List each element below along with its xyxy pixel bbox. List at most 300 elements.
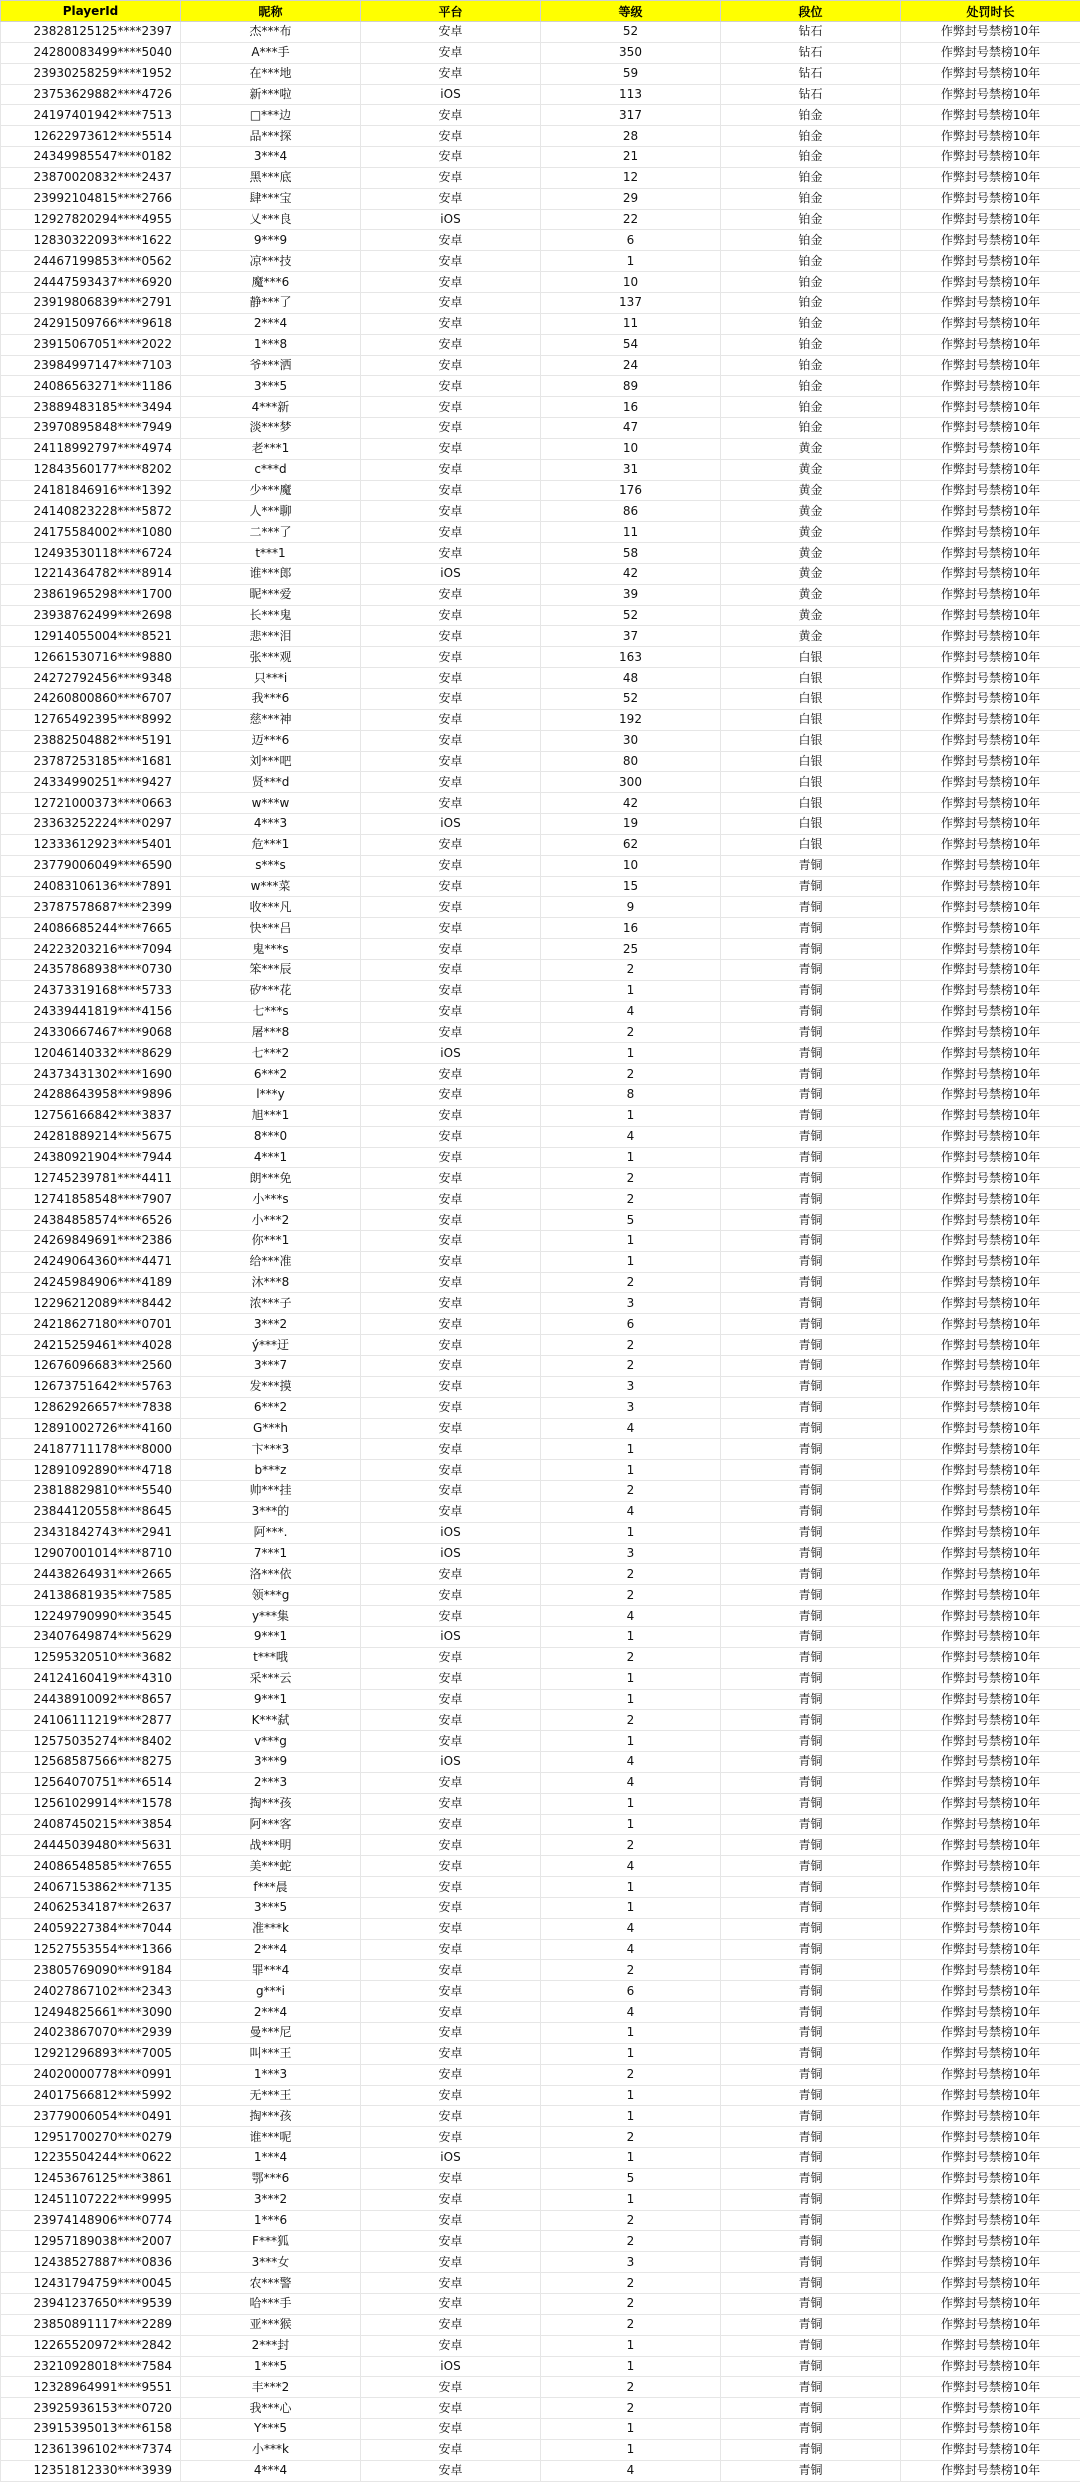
table-row: [1, 1918, 1080, 1939]
nickname-cell: 亚***猴: [181, 2314, 361, 2335]
table-row: [1, 1647, 1080, 1668]
player-id-cell: 24106111219****2877: [1, 1710, 181, 1731]
level-cell: 3: [541, 1543, 721, 1564]
platform-cell: iOS: [361, 209, 541, 230]
penalty-cell: 作弊封号禁榜10年: [901, 1626, 1080, 1647]
rank-cell: 青铜: [721, 2252, 901, 2273]
rank-cell: 青铜: [721, 2377, 901, 2398]
header-penalty: 处罚时长: [901, 1, 1080, 22]
penalty-cell: 作弊封号禁榜10年: [901, 543, 1080, 564]
level-cell: 6: [541, 230, 721, 251]
platform-cell: 安卓: [361, 1126, 541, 1147]
table-row: [1, 689, 1080, 710]
platform-cell: 安卓: [361, 1376, 541, 1397]
table-row: [1, 2148, 1080, 2169]
table-row: [1, 292, 1080, 313]
penalty-cell: 作弊封号禁榜10年: [901, 2398, 1080, 2419]
nickname-cell: 2***4: [181, 313, 361, 334]
rank-cell: 白银: [721, 689, 901, 710]
table-row: [1, 147, 1080, 168]
nickname-cell: 战***明: [181, 1835, 361, 1856]
nickname-cell: 黑***底: [181, 167, 361, 188]
platform-cell: 安卓: [361, 2273, 541, 2294]
penalty-cell: 作弊封号禁榜10年: [901, 42, 1080, 63]
rank-cell: 青铜: [721, 1481, 901, 1502]
platform-cell: 安卓: [361, 1356, 541, 1377]
penalty-cell: 作弊封号禁榜10年: [901, 2377, 1080, 2398]
rank-cell: 青铜: [721, 1772, 901, 1793]
level-cell: 2: [541, 1356, 721, 1377]
rank-cell: 青铜: [721, 1230, 901, 1251]
player-id-cell: 24373319168****5733: [1, 980, 181, 1001]
player-id-cell: 12351812330****3939: [1, 2460, 181, 2481]
player-id-cell: 12745239781****4411: [1, 1168, 181, 1189]
table-row: [1, 1897, 1080, 1918]
level-cell: 39: [541, 584, 721, 605]
table-row: [1, 2043, 1080, 2064]
table-row: [1, 1835, 1080, 1856]
player-id-cell: 24269849691****2386: [1, 1230, 181, 1251]
table-row: [1, 1230, 1080, 1251]
rank-cell: 青铜: [721, 1251, 901, 1272]
penalty-cell: 作弊封号禁榜10年: [901, 1439, 1080, 1460]
nickname-cell: 旭***1: [181, 1105, 361, 1126]
table-row: [1, 1668, 1080, 1689]
level-cell: 2: [541, 959, 721, 980]
platform-cell: 安卓: [361, 709, 541, 730]
level-cell: 48: [541, 668, 721, 689]
level-cell: 1: [541, 2335, 721, 2356]
table-row: [1, 2398, 1080, 2419]
rank-cell: 青铜: [721, 2127, 901, 2148]
header-rank: 段位: [721, 1, 901, 22]
table-row: [1, 2335, 1080, 2356]
player-id-cell: 12214364782****8914: [1, 563, 181, 584]
header-platform: 平台: [361, 1, 541, 22]
table-row: [1, 1689, 1080, 1710]
platform-cell: 安卓: [361, 522, 541, 543]
rank-cell: 青铜: [721, 2314, 901, 2335]
penalty-cell: 作弊封号禁榜10年: [901, 376, 1080, 397]
player-id-cell: 24067153862****7135: [1, 1877, 181, 1898]
platform-cell: iOS: [361, 84, 541, 105]
level-cell: 2: [541, 2398, 721, 2419]
platform-cell: 安卓: [361, 230, 541, 251]
table-row: [1, 105, 1080, 126]
table-row: [1, 793, 1080, 814]
table-row: [1, 2085, 1080, 2106]
player-id-cell: 23941237650****9539: [1, 2293, 181, 2314]
rank-cell: 青铜: [721, 2335, 901, 2356]
platform-cell: 安卓: [361, 2377, 541, 2398]
rank-cell: 白银: [721, 647, 901, 668]
level-cell: 6: [541, 1314, 721, 1335]
rank-cell: 青铜: [721, 1814, 901, 1835]
table-row: [1, 459, 1080, 480]
nickname-cell: 快***吕: [181, 918, 361, 939]
table-row: [1, 1147, 1080, 1168]
penalty-cell: 作弊封号禁榜10年: [901, 1585, 1080, 1606]
penalty-cell: 作弊封号禁榜10年: [901, 2419, 1080, 2440]
player-id-cell: 24086563271****1186: [1, 376, 181, 397]
level-cell: 1: [541, 1522, 721, 1543]
platform-cell: 安卓: [361, 2023, 541, 2044]
rank-cell: 青铜: [721, 1585, 901, 1606]
nickname-cell: t***1: [181, 543, 361, 564]
table-row: [1, 1418, 1080, 1439]
nickname-cell: 4***新: [181, 397, 361, 418]
level-cell: 2: [541, 1272, 721, 1293]
nickname-cell: □***边: [181, 105, 361, 126]
player-id-cell: 24059227384****7044: [1, 1918, 181, 1939]
player-id-cell: 23779006049****6590: [1, 855, 181, 876]
nickname-cell: 老***1: [181, 438, 361, 459]
table-row: [1, 84, 1080, 105]
platform-cell: 安卓: [361, 2002, 541, 2023]
penalty-cell: 作弊封号禁榜10年: [901, 1043, 1080, 1064]
table-row: [1, 1022, 1080, 1043]
level-cell: 5: [541, 1210, 721, 1231]
level-cell: 4: [541, 1772, 721, 1793]
nickname-cell: 肆***宝: [181, 188, 361, 209]
level-cell: 2: [541, 2231, 721, 2252]
level-cell: 1: [541, 980, 721, 1001]
table-row: [1, 1085, 1080, 1106]
penalty-cell: 作弊封号禁榜10年: [901, 459, 1080, 480]
nickname-cell: 8***0: [181, 1126, 361, 1147]
table-row: [1, 1001, 1080, 1022]
nickname-cell: 迈***6: [181, 730, 361, 751]
player-id-cell: 12862926657****7838: [1, 1397, 181, 1418]
rank-cell: 青铜: [721, 1043, 901, 1064]
player-id-cell: 23407649874****5629: [1, 1626, 181, 1647]
penalty-cell: 作弊封号禁榜10年: [901, 1710, 1080, 1731]
rank-cell: 青铜: [721, 1710, 901, 1731]
level-cell: 89: [541, 376, 721, 397]
level-cell: 1: [541, 2356, 721, 2377]
player-id-cell: 24357868938****0730: [1, 959, 181, 980]
penalty-cell: 作弊封号禁榜10年: [901, 230, 1080, 251]
rank-cell: 青铜: [721, 1418, 901, 1439]
nickname-cell: 3***4: [181, 147, 361, 168]
table-row: [1, 1981, 1080, 2002]
player-id-cell: 12891092890****4718: [1, 1460, 181, 1481]
table-row: [1, 1564, 1080, 1585]
platform-cell: 安卓: [361, 1230, 541, 1251]
platform-cell: 安卓: [361, 1251, 541, 1272]
nickname-cell: b***z: [181, 1460, 361, 1481]
level-cell: 2: [541, 1064, 721, 1085]
rank-cell: 青铜: [721, 2273, 901, 2294]
penalty-cell: 作弊封号禁榜10年: [901, 2043, 1080, 2064]
table-row: [1, 647, 1080, 668]
penalty-cell: 作弊封号禁榜10年: [901, 313, 1080, 334]
penalty-cell: 作弊封号禁榜10年: [901, 480, 1080, 501]
nickname-cell: 刘***吧: [181, 751, 361, 772]
table-row: [1, 2356, 1080, 2377]
player-id-cell: 24187711178****8000: [1, 1439, 181, 1460]
level-cell: 10: [541, 438, 721, 459]
nickname-cell: F***狐: [181, 2231, 361, 2252]
level-cell: 2: [541, 2064, 721, 2085]
nickname-cell: 浓***子: [181, 1293, 361, 1314]
level-cell: 1: [541, 1897, 721, 1918]
penalty-cell: 作弊封号禁榜10年: [901, 1752, 1080, 1773]
nickname-cell: Y***5: [181, 2419, 361, 2440]
penalty-cell: 作弊封号禁榜10年: [901, 1418, 1080, 1439]
platform-cell: 安卓: [361, 42, 541, 63]
penalty-cell: 作弊封号禁榜10年: [901, 793, 1080, 814]
nickname-cell: 2***封: [181, 2335, 361, 2356]
rank-cell: 青铜: [721, 2002, 901, 2023]
penalty-cell: 作弊封号禁榜10年: [901, 1918, 1080, 1939]
platform-cell: iOS: [361, 1043, 541, 1064]
player-id-cell: 24349985547****0182: [1, 147, 181, 168]
player-id-cell: 24438264931****2665: [1, 1564, 181, 1585]
rank-cell: 铂金: [721, 292, 901, 313]
level-cell: 2: [541, 1710, 721, 1731]
level-cell: 1: [541, 1877, 721, 1898]
rank-cell: 青铜: [721, 2023, 901, 2044]
player-id-cell: 12661530716****9880: [1, 647, 181, 668]
penalty-cell: 作弊封号禁榜10年: [901, 1335, 1080, 1356]
penalty-cell: 作弊封号禁榜10年: [901, 418, 1080, 439]
platform-cell: 安卓: [361, 2314, 541, 2335]
nickname-cell: 悲***泪: [181, 626, 361, 647]
platform-cell: 安卓: [361, 855, 541, 876]
nickname-cell: 我***6: [181, 689, 361, 710]
penalty-cell: 作弊封号禁榜10年: [901, 1877, 1080, 1898]
nickname-cell: K***弑: [181, 1710, 361, 1731]
rank-cell: 青铜: [721, 1897, 901, 1918]
nickname-cell: 七***s: [181, 1001, 361, 1022]
level-cell: 19: [541, 814, 721, 835]
player-id-cell: 12921296893****7005: [1, 2043, 181, 2064]
penalty-cell: 作弊封号禁榜10年: [901, 2252, 1080, 2273]
player-id-cell: 12622973612****5514: [1, 126, 181, 147]
level-cell: 2: [541, 1168, 721, 1189]
penalty-cell: 作弊封号禁榜10年: [901, 1543, 1080, 1564]
penalty-cell: 作弊封号禁榜10年: [901, 2127, 1080, 2148]
table-row: [1, 2106, 1080, 2127]
player-id-cell: 24280083499****5040: [1, 42, 181, 63]
nickname-cell: 6***2: [181, 1064, 361, 1085]
level-cell: 25: [541, 939, 721, 960]
player-id-cell: 12438527887****0836: [1, 2252, 181, 2273]
player-id-cell: 23992104815****2766: [1, 188, 181, 209]
rank-cell: 青铜: [721, 1105, 901, 1126]
nickname-cell: 领***g: [181, 1585, 361, 1606]
player-id-cell: 12756166842****3837: [1, 1105, 181, 1126]
platform-cell: 安卓: [361, 1793, 541, 1814]
nickname-cell: 卞***3: [181, 1439, 361, 1460]
table-row: [1, 313, 1080, 334]
player-id-cell: 12951700270****0279: [1, 2127, 181, 2148]
player-id-cell: 24215259461****4028: [1, 1335, 181, 1356]
player-id-cell: 23870020832****2437: [1, 167, 181, 188]
table-row: [1, 1939, 1080, 1960]
level-cell: 42: [541, 563, 721, 584]
table-row: [1, 1501, 1080, 1522]
platform-cell: 安卓: [361, 2189, 541, 2210]
nickname-cell: c***d: [181, 459, 361, 480]
rank-cell: 青铜: [721, 1210, 901, 1231]
rank-cell: 青铜: [721, 1939, 901, 1960]
level-cell: 2: [541, 1585, 721, 1606]
rank-cell: 青铜: [721, 1126, 901, 1147]
table-row: [1, 2210, 1080, 2231]
platform-cell: 安卓: [361, 105, 541, 126]
nickname-cell: 2***4: [181, 1939, 361, 1960]
nickname-cell: g***i: [181, 1981, 361, 2002]
player-id-cell: 24197401942****7513: [1, 105, 181, 126]
rank-cell: 青铜: [721, 1376, 901, 1397]
rank-cell: 青铜: [721, 2439, 901, 2460]
platform-cell: 安卓: [361, 751, 541, 772]
rank-cell: 青铜: [721, 1022, 901, 1043]
level-cell: 28: [541, 126, 721, 147]
platform-cell: 安卓: [361, 2460, 541, 2481]
table-row: [1, 501, 1080, 522]
rank-cell: 青铜: [721, 1356, 901, 1377]
level-cell: 5: [541, 2168, 721, 2189]
penalty-cell: 作弊封号禁榜10年: [901, 2106, 1080, 2127]
table-row: [1, 834, 1080, 855]
platform-cell: 安卓: [361, 1981, 541, 2002]
table-row: [1, 1251, 1080, 1272]
table-row: [1, 876, 1080, 897]
table-row: [1, 2439, 1080, 2460]
player-id-cell: 24330667467****9068: [1, 1022, 181, 1043]
player-id-cell: 24062534187****2637: [1, 1897, 181, 1918]
level-cell: 1: [541, 2043, 721, 2064]
platform-cell: 安卓: [361, 1501, 541, 1522]
table-row: [1, 167, 1080, 188]
player-id-cell: 24027867102****2343: [1, 1981, 181, 2002]
level-cell: 1: [541, 1626, 721, 1647]
table-row: [1, 939, 1080, 960]
rank-cell: 铂金: [721, 147, 901, 168]
nickname-cell: 危***1: [181, 834, 361, 855]
platform-cell: 安卓: [361, 2106, 541, 2127]
nickname-cell: 小***k: [181, 2439, 361, 2460]
level-cell: 59: [541, 63, 721, 84]
level-cell: 47: [541, 418, 721, 439]
rank-cell: 青铜: [721, 959, 901, 980]
rank-cell: 青铜: [721, 1981, 901, 2002]
platform-cell: iOS: [361, 2356, 541, 2377]
table-row: [1, 1752, 1080, 1773]
platform-cell: 安卓: [361, 1668, 541, 1689]
level-cell: 3: [541, 2252, 721, 2273]
player-id-cell: 12451107222****9995: [1, 2189, 181, 2210]
level-cell: 2: [541, 2314, 721, 2335]
player-id-cell: 12957189038****2007: [1, 2231, 181, 2252]
table-row: [1, 1376, 1080, 1397]
nickname-cell: 长***鬼: [181, 605, 361, 626]
table-row: [1, 1397, 1080, 1418]
player-id-cell: 24288643958****9896: [1, 1085, 181, 1106]
penalty-cell: 作弊封号禁榜10年: [901, 563, 1080, 584]
level-cell: 21: [541, 147, 721, 168]
penalty-cell: 作弊封号禁榜10年: [901, 1856, 1080, 1877]
nickname-cell: 在***地: [181, 63, 361, 84]
platform-cell: 安卓: [361, 167, 541, 188]
platform-cell: 安卓: [361, 647, 541, 668]
table-row: [1, 1543, 1080, 1564]
rank-cell: 铂金: [721, 272, 901, 293]
penalty-cell: 作弊封号禁榜10年: [901, 1481, 1080, 1502]
rank-cell: 黄金: [721, 563, 901, 584]
rank-cell: 黄金: [721, 522, 901, 543]
player-id-cell: 24140823228****5872: [1, 501, 181, 522]
level-cell: 2: [541, 1189, 721, 1210]
penalty-cell: 作弊封号禁榜10年: [901, 709, 1080, 730]
penalty-cell: 作弊封号禁榜10年: [901, 1126, 1080, 1147]
platform-cell: 安卓: [361, 1585, 541, 1606]
nickname-cell: 小***2: [181, 1210, 361, 1231]
level-cell: 176: [541, 480, 721, 501]
table-row: [1, 1293, 1080, 1314]
rank-cell: 铂金: [721, 397, 901, 418]
nickname-cell: 淡***梦: [181, 418, 361, 439]
level-cell: 300: [541, 772, 721, 793]
player-id-cell: 23915067051****2022: [1, 334, 181, 355]
table-row: [1, 1585, 1080, 1606]
penalty-cell: 作弊封号禁榜10年: [901, 1022, 1080, 1043]
rank-cell: 青铜: [721, 1668, 901, 1689]
penalty-cell: 作弊封号禁榜10年: [901, 751, 1080, 772]
player-id-cell: 23925936153****0720: [1, 2398, 181, 2419]
player-id-cell: 24373431302****1690: [1, 1064, 181, 1085]
rank-cell: 青铜: [721, 897, 901, 918]
platform-cell: 安卓: [361, 1564, 541, 1585]
player-id-cell: 12765492395****8992: [1, 709, 181, 730]
level-cell: 2: [541, 2210, 721, 2231]
rank-cell: 青铜: [721, 2043, 901, 2064]
nickname-cell: 3***2: [181, 1314, 361, 1335]
rank-cell: 白银: [721, 751, 901, 772]
table-row: [1, 334, 1080, 355]
platform-cell: 安卓: [361, 2398, 541, 2419]
rank-cell: 铂金: [721, 126, 901, 147]
nickname-cell: 3***的: [181, 1501, 361, 1522]
penalty-cell: 作弊封号禁榜10年: [901, 1668, 1080, 1689]
player-id-cell: 24281889214****5675: [1, 1126, 181, 1147]
header-row: [1, 1, 1080, 22]
player-id-cell: 23818829810****5540: [1, 1481, 181, 1502]
penalty-cell: 作弊封号禁榜10年: [901, 438, 1080, 459]
rank-cell: 青铜: [721, 1647, 901, 1668]
player-id-cell: 23431842743****2941: [1, 1522, 181, 1543]
level-cell: 1: [541, 1105, 721, 1126]
level-cell: 317: [541, 105, 721, 126]
penalty-cell: 作弊封号禁榜10年: [901, 1147, 1080, 1168]
nickname-cell: 1***4: [181, 2148, 361, 2169]
table-row: [1, 605, 1080, 626]
nickname-cell: 阿***客: [181, 1814, 361, 1835]
rank-cell: 青铜: [721, 939, 901, 960]
nickname-cell: 品***探: [181, 126, 361, 147]
player-id-cell: 12676096683****2560: [1, 1356, 181, 1377]
nickname-cell: 4***1: [181, 1147, 361, 1168]
table-row: [1, 1877, 1080, 1898]
nickname-cell: 鬼***s: [181, 939, 361, 960]
platform-cell: 安卓: [361, 2085, 541, 2106]
rank-cell: 青铜: [721, 980, 901, 1001]
nickname-cell: 1***6: [181, 2210, 361, 2231]
platform-cell: 安卓: [361, 1460, 541, 1481]
